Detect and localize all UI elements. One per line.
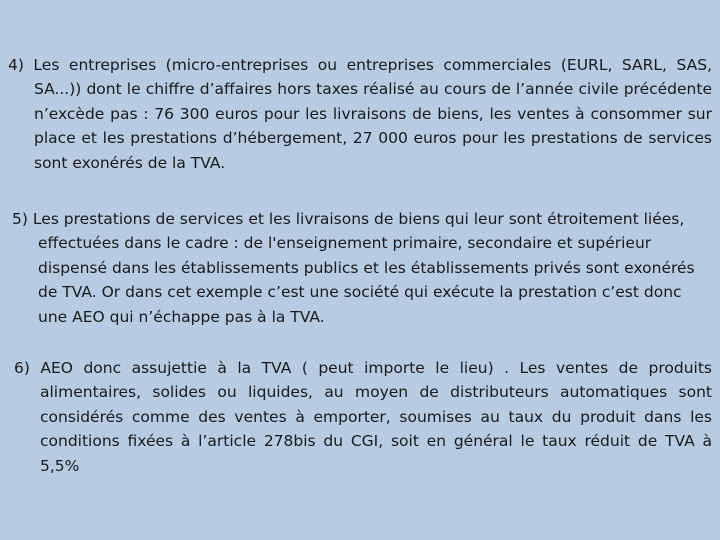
paragraph-6: 6) AEO donc assujettie à la TVA ( peut importe le lieu) . Les ventes de produits alimentaires, solides ou liquides, au moyen de distributeurs automatiques sont considérés comme des ventes à emporter, soumises au taux du produit dans les conditions fixées à l’article 278bis du CGI, soit en général le taux réduit de TVA à 5,5% [14,358,712,475]
paragraph-4: 4) Les entreprises (micro-entreprises ou entreprises commerciales (EURL, SARL, SAS, SA...)) dont le chiffre d’affaires hors taxes réalisé au cours de l’année civile précédente n’excède pas : 76 300 euros pour les livraisons de biens, les ventes à consommer sur place et les prestations d’hébergement, 27 000 euros pour les prestations de services sont exonérés de la TVA. [8,55,712,172]
paragraph-5: 5) Les prestations de services et les livraisons de biens qui leur sont étroitement liées, effectuées dans le cadre : de l'enseignement primaire, secondaire et supérieur dispensé dans les établissements publics et les établissements privés sont exonérés de TVA. Or dans cet exemple c’est une société qui exécute la prestation c’est donc une AEO qui n’échappe pas à la TVA. [12,209,695,326]
